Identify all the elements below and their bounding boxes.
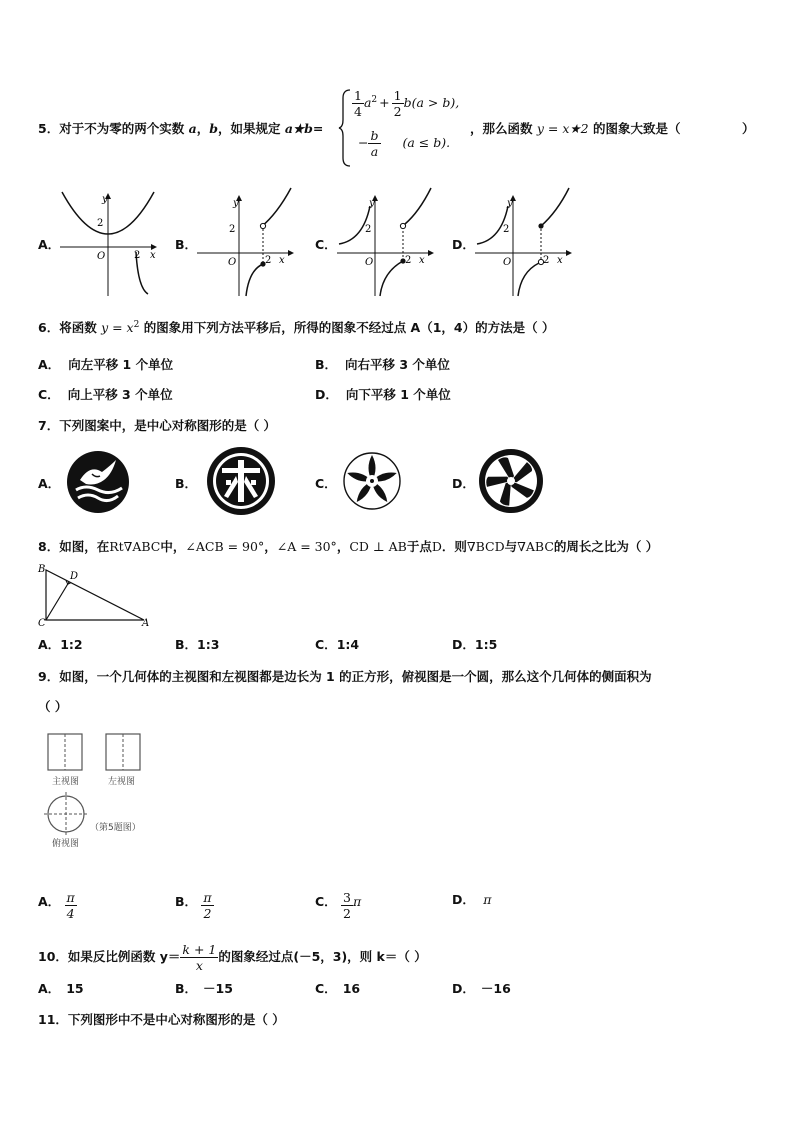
altitude-cd <box>46 582 69 620</box>
q5-operator: a★b= <box>284 121 324 136</box>
frac-num: b <box>370 128 379 143</box>
q10-prefix: 10．如果反比例函数 y＝ <box>38 949 181 964</box>
q8-option-a <box>38 635 83 653</box>
frac-den: a <box>370 144 379 159</box>
q5-var-a: a <box>188 121 197 136</box>
q8-s6: ．则 <box>441 539 467 554</box>
frac-pi-over-4 <box>65 890 77 921</box>
q6-function: y = x <box>101 320 134 335</box>
tick-2-x: 2 <box>543 255 550 266</box>
option-label: B． <box>315 357 338 372</box>
emblem-a-bird-waves <box>66 450 130 514</box>
q8-angle-a: ∠A = 30° <box>276 539 337 554</box>
option-label: C． <box>38 387 60 402</box>
frac-num: π <box>203 890 212 905</box>
frac-den: 2 <box>343 906 351 921</box>
y-label: y <box>233 198 239 209</box>
condition-a-le-b: (a ≤ b). <box>402 135 451 150</box>
emblem-d-hands <box>478 448 544 514</box>
figure-caption: （第5题图） <box>90 823 141 833</box>
origin-label: O <box>365 257 374 268</box>
vertex-c-label: C <box>38 618 46 628</box>
q5-tail-2: 的图象大致是（ <box>592 121 681 136</box>
q6-exponent: 2 <box>133 319 140 330</box>
q5-option-d-label: D． <box>452 237 475 252</box>
frac-num: 1 <box>393 88 402 103</box>
tick-2-y: 2 <box>365 224 372 235</box>
option-label: A． <box>38 981 61 996</box>
q6-stem <box>38 318 554 336</box>
frac-one-quarter <box>352 88 364 119</box>
option-label: D． <box>452 637 475 652</box>
option-text: －15 <box>203 981 233 996</box>
q11-stem: 11．下列图形中不是中心对称图形的是（ ） <box>38 1012 285 1027</box>
x-label: x <box>150 250 156 261</box>
q6-prefix: 6．将函数 <box>38 320 97 335</box>
q5-graph-d <box>473 186 575 298</box>
origin-label: O <box>503 257 512 268</box>
option-label: D． <box>315 387 338 402</box>
left-view-label: 左视图 <box>108 777 136 787</box>
q5-graph-c <box>335 186 437 298</box>
frac-b-over-a <box>368 128 380 159</box>
origin-label: O <box>228 257 237 268</box>
vertex-a-label: A <box>142 618 150 628</box>
q6-option-d <box>315 385 451 403</box>
x-label: x <box>557 255 563 266</box>
pi-symbol: π <box>483 892 492 907</box>
q5-stem-end <box>470 119 680 137</box>
q5-lead: 对于不为零的两个实数 <box>59 121 185 136</box>
term-b: b <box>403 95 412 110</box>
y-label: y <box>507 198 513 209</box>
upper-branch <box>261 188 291 227</box>
option-text: 向右平移 3 个单位 <box>345 357 450 372</box>
option-label: A． <box>38 357 61 372</box>
top-view-label: 俯视图 <box>52 839 80 849</box>
q6-option-b <box>315 355 450 373</box>
tick-2-x: 2 <box>405 255 412 266</box>
option-label: B． <box>175 981 198 996</box>
option-label: B． <box>175 637 198 652</box>
q8-option-c <box>315 635 359 653</box>
option-text: 向下平移 1 个单位 <box>345 387 451 402</box>
plus-sign: + <box>379 95 390 110</box>
lower-branch <box>518 263 539 296</box>
q10-option-a <box>38 979 84 997</box>
frac-one-half <box>392 88 404 119</box>
lower-branch <box>246 264 263 296</box>
frac-num: 1 <box>354 88 362 103</box>
option-text: 1:3 <box>197 637 220 652</box>
q9-stem-line-1: 9．如图，一个几何体的主视图和左视图都是边长为 1 的正方形，俯视图是一个圆，那么这个几何体的侧面积为 <box>38 669 652 684</box>
q6-option-a <box>38 355 173 373</box>
tick-2-x: 2 <box>134 250 141 261</box>
upper-branch <box>405 188 431 224</box>
tick-2-y: 2 <box>503 224 510 235</box>
q5-stem-start <box>38 119 323 137</box>
condition-a-gt-b: (a > b), <box>411 95 460 110</box>
option-text: 1:2 <box>60 637 83 652</box>
term-a: a <box>363 95 372 110</box>
option-label: C． <box>315 894 337 909</box>
option-label: A． <box>38 894 61 909</box>
q8-triangle-figure <box>36 562 152 628</box>
exponent: 2 <box>371 94 378 105</box>
q8-triangle-abc-2: ∇ABC <box>517 539 554 554</box>
q7-option-b-label: B． <box>175 476 198 491</box>
q9-option-a <box>38 890 77 921</box>
open-point <box>260 223 265 228</box>
lower-branch <box>380 261 403 296</box>
q10-option-b <box>175 979 233 997</box>
q6-option-c <box>38 385 173 403</box>
emblem-b-character <box>206 446 276 516</box>
q5-graph-a <box>58 188 160 298</box>
q5-graph-b <box>195 186 297 298</box>
q10-stem <box>38 942 427 973</box>
q7-option-c-label: C． <box>315 476 337 491</box>
q9-stem-line-2: （ ） <box>38 699 68 714</box>
open-point <box>400 223 405 228</box>
q8-option-d <box>452 635 497 653</box>
q10-option-d <box>452 979 511 997</box>
x-label: x <box>419 255 425 266</box>
option-text: 16 <box>342 981 361 996</box>
q8-s2: 中， <box>160 539 186 554</box>
piecewise-case-2 <box>358 128 450 159</box>
minus-sign: − <box>358 135 369 150</box>
q7-stem: 7．下列图案中，是中心对称图形的是（ ） <box>38 418 277 433</box>
option-label: A． <box>38 637 61 652</box>
frac-den: x <box>195 958 203 973</box>
q8-angle-acb: ∠ACB = 90° <box>185 539 265 554</box>
vertex-b-label: B <box>38 564 46 575</box>
q8-s7: 与 <box>504 539 518 554</box>
pi-symbol: π <box>353 894 362 909</box>
vertex-d-label: D <box>70 571 79 582</box>
frac-3-over-2 <box>341 890 353 921</box>
q5-option-a-label: A． <box>38 237 61 252</box>
tick-2-y: 2 <box>229 224 236 235</box>
q8-s1: 8．如图，在 <box>38 539 110 554</box>
option-text: 15 <box>66 981 84 996</box>
option-text: 1:5 <box>474 637 498 652</box>
frac-pi-over-2 <box>201 890 213 921</box>
q10-rest: 的图象经过点(－5，3)，则 k＝（ ） <box>218 949 427 964</box>
q8-s5: 于点 <box>406 539 432 554</box>
option-label: B． <box>175 894 198 909</box>
front-view-label: 主视图 <box>52 777 80 787</box>
piecewise-brace <box>338 88 352 168</box>
q8-option-b <box>175 635 219 653</box>
tick-2-x: 2 <box>265 255 272 266</box>
option-text: －16 <box>480 981 511 996</box>
option-text: 向左平移 1 个单位 <box>68 357 174 372</box>
q5-tail-1: ，那么函数 <box>470 121 533 136</box>
q7-option-a-label: A． <box>38 476 61 491</box>
option-label: C． <box>315 981 337 996</box>
q5-function: y = x★2 <box>536 121 589 136</box>
q10-option-c <box>315 979 360 997</box>
q5-number: 5． <box>38 121 60 136</box>
q9-option-c <box>315 890 361 921</box>
frac-num: 3 <box>343 890 351 905</box>
q8-triangle-abc: Rt∇ABC <box>109 539 161 554</box>
frac-den: 4 <box>354 104 362 119</box>
q8-stem <box>38 537 658 555</box>
q5-close-paren: ） <box>742 121 755 136</box>
frac-k-plus-1-over-x <box>180 942 218 973</box>
upper-branch <box>541 188 569 226</box>
origin-label: O <box>97 251 106 262</box>
y-label: y <box>369 198 375 209</box>
q9-option-d <box>452 890 491 908</box>
q5-option-b-label: B． <box>175 237 198 252</box>
q5-var-b: b <box>209 121 218 136</box>
y-label: y <box>102 194 108 205</box>
q8-perpendicular: CD ⊥ AB <box>349 539 407 554</box>
option-label: D． <box>452 981 475 996</box>
option-label: D． <box>452 892 475 907</box>
frac-den: 2 <box>201 905 213 921</box>
tick-2-y: 2 <box>97 218 104 229</box>
q7-option-d-label: D． <box>452 476 475 491</box>
x-label: x <box>279 255 285 266</box>
frac-num: π <box>66 890 75 905</box>
option-text: 向上平移 3 个单位 <box>67 387 173 402</box>
q8-point-d: D <box>431 539 442 554</box>
option-text: 1:4 <box>336 637 360 652</box>
option-label: C． <box>315 637 337 652</box>
q8-s8: 的周长之比为（ ） <box>553 539 659 554</box>
q8-s4: ， <box>336 539 350 554</box>
q6-rest: 的图象用下列方法平移后，所得的图象不经过点 A（1，4）的方法是（ ） <box>143 320 555 335</box>
q5-option-c-label: C． <box>315 237 337 252</box>
piecewise-case-1 <box>352 88 459 119</box>
frac-den: 2 <box>393 104 402 119</box>
q9-option-b <box>175 890 214 921</box>
frac-num: k + 1 <box>182 942 217 957</box>
emblem-c-flower <box>343 452 401 510</box>
q9-three-views <box>40 728 152 852</box>
frac-den: 4 <box>65 905 77 921</box>
q5-comma: ， <box>196 121 210 136</box>
q8-s3: ， <box>264 539 277 554</box>
q5-mid: ，如果规定 <box>217 121 281 136</box>
q8-triangle-bcd: ∇BCD <box>466 539 505 554</box>
